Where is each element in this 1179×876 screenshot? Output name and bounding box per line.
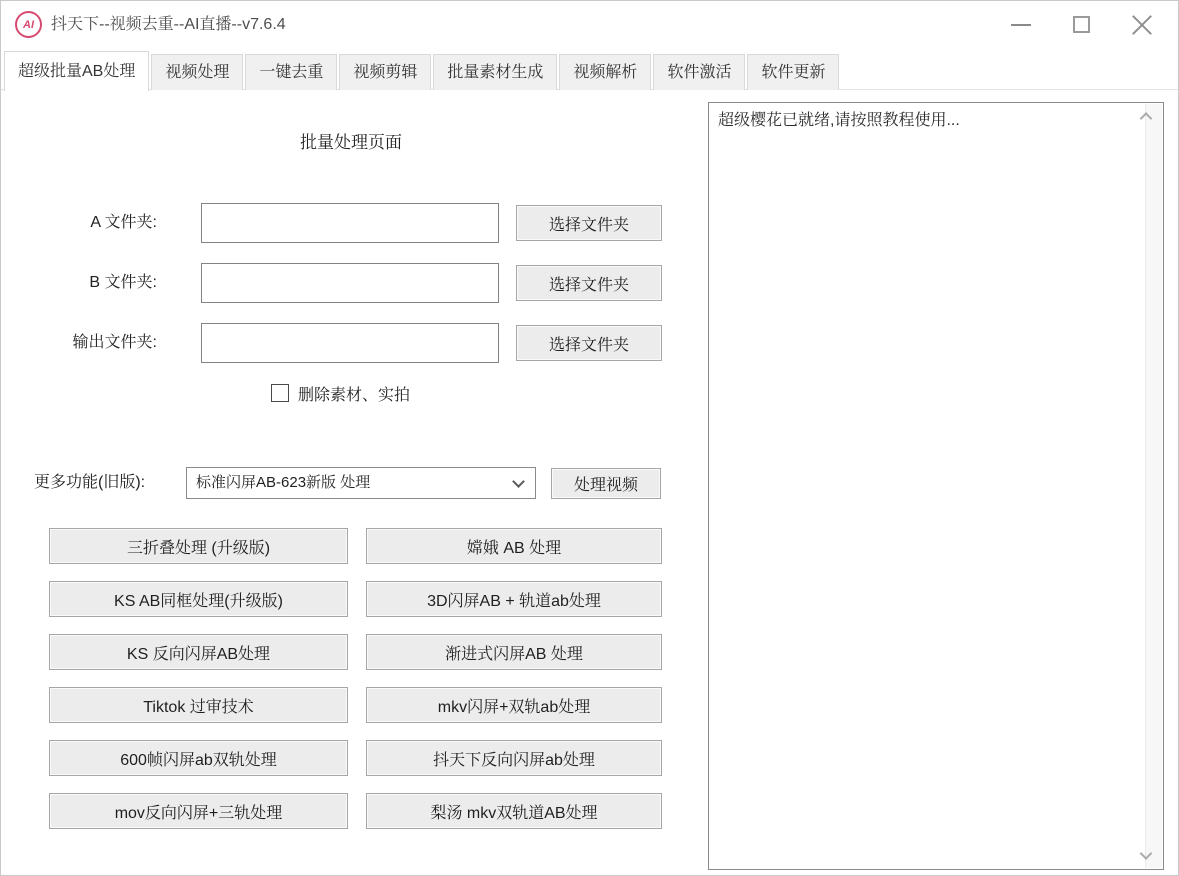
- log-scrollbar[interactable]: [1145, 104, 1162, 868]
- folder-b-row: [1, 263, 691, 303]
- action-button[interactable]: 抖天下反向闪屏ab处理: [366, 740, 662, 776]
- action-button[interactable]: KS AB同框处理(升级版): [49, 581, 348, 617]
- mode-select-value: 标准闪屏AB-623新版 处理: [196, 474, 371, 491]
- action-button[interactable]: 600帧闪屏ab双轨处理: [49, 740, 348, 776]
- folder-a-choose-button[interactable]: 选择文件夹: [516, 205, 662, 241]
- tab-batch-material-generation[interactable]: 批量素材生成: [433, 54, 557, 90]
- tab-super-batch-ab[interactable]: 超级批量AB处理: [4, 51, 149, 91]
- page-title: 批量处理页面: [300, 133, 402, 152]
- tab-software-activation[interactable]: 软件激活: [653, 54, 745, 90]
- titlebar: [1, 1, 1178, 49]
- action-button[interactable]: mkv闪屏+双轨ab处理: [366, 687, 662, 723]
- output-folder-row: [1, 323, 691, 363]
- action-button[interactable]: mov反向闪屏+三轨处理: [49, 793, 348, 829]
- folder-a-input[interactable]: [201, 203, 499, 243]
- folder-b-choose-button[interactable]: 选择文件夹: [516, 265, 662, 301]
- action-button[interactable]: 三折叠处理 (升级版): [49, 528, 348, 564]
- close-button[interactable]: [1124, 10, 1158, 40]
- folder-a-row: [1, 203, 691, 243]
- output-folder-input[interactable]: [201, 323, 499, 363]
- output-folder-label: 输出文件夹:: [72, 334, 157, 351]
- close-icon: [1132, 14, 1152, 34]
- tab-software-update[interactable]: 软件更新: [747, 54, 839, 90]
- tab-page-super-batch-ab: [1, 89, 1179, 876]
- action-button[interactable]: 梨汤 mkv双轨道AB处理: [366, 793, 662, 829]
- action-button[interactable]: Tiktok 过审技术: [49, 687, 348, 723]
- action-button[interactable]: KS 反向闪屏AB处理: [49, 634, 348, 670]
- chevron-down-icon: [512, 475, 525, 488]
- tab-video-editing[interactable]: 视频剪辑: [339, 54, 431, 90]
- tab-video-parsing[interactable]: 视频解析: [559, 54, 651, 90]
- delete-material-row: [271, 382, 410, 404]
- maximize-icon: [1073, 16, 1090, 33]
- scroll-down-button[interactable]: [1146, 844, 1163, 868]
- tabbar: [4, 49, 841, 90]
- output-folder-choose-button[interactable]: 选择文件夹: [516, 325, 662, 361]
- tab-video-processing[interactable]: 视频处理: [151, 54, 243, 90]
- action-button-grid: [49, 528, 662, 829]
- window-title: 抖天下--视频去重--AI直播--v7.6.4: [51, 16, 286, 33]
- folder-a-label: A 文件夹:: [90, 214, 157, 231]
- mode-select[interactable]: [186, 467, 536, 499]
- action-button[interactable]: 渐进式闪屏AB 处理: [366, 634, 662, 670]
- action-button[interactable]: 嫦娥 AB 处理: [366, 528, 662, 564]
- delete-material-label: 删除素材、实拍: [298, 386, 411, 404]
- delete-material-checkbox[interactable]: [271, 384, 289, 402]
- maximize-button[interactable]: [1064, 10, 1098, 40]
- chevron-down-icon: [1140, 847, 1153, 860]
- more-functions-row: [1, 467, 691, 499]
- chevron-up-icon: [1140, 112, 1153, 125]
- log-textarea[interactable]: [708, 102, 1164, 870]
- process-video-button[interactable]: 处理视频: [551, 468, 661, 499]
- more-functions-label: 更多功能(旧版):: [34, 474, 146, 491]
- folder-b-input[interactable]: [201, 263, 499, 303]
- scroll-up-button[interactable]: [1146, 104, 1163, 128]
- action-button[interactable]: 3D闪屏AB + 轨道ab处理: [366, 581, 662, 617]
- log-message: 超级樱花已就绪,请按照教程使用...: [718, 112, 960, 129]
- folder-b-label: B 文件夹:: [89, 274, 157, 291]
- minimize-icon: [1011, 24, 1031, 26]
- tab-one-click-dedup[interactable]: 一键去重: [245, 54, 337, 90]
- minimize-button[interactable]: [1004, 10, 1038, 40]
- app-logo-icon: AI: [15, 11, 42, 38]
